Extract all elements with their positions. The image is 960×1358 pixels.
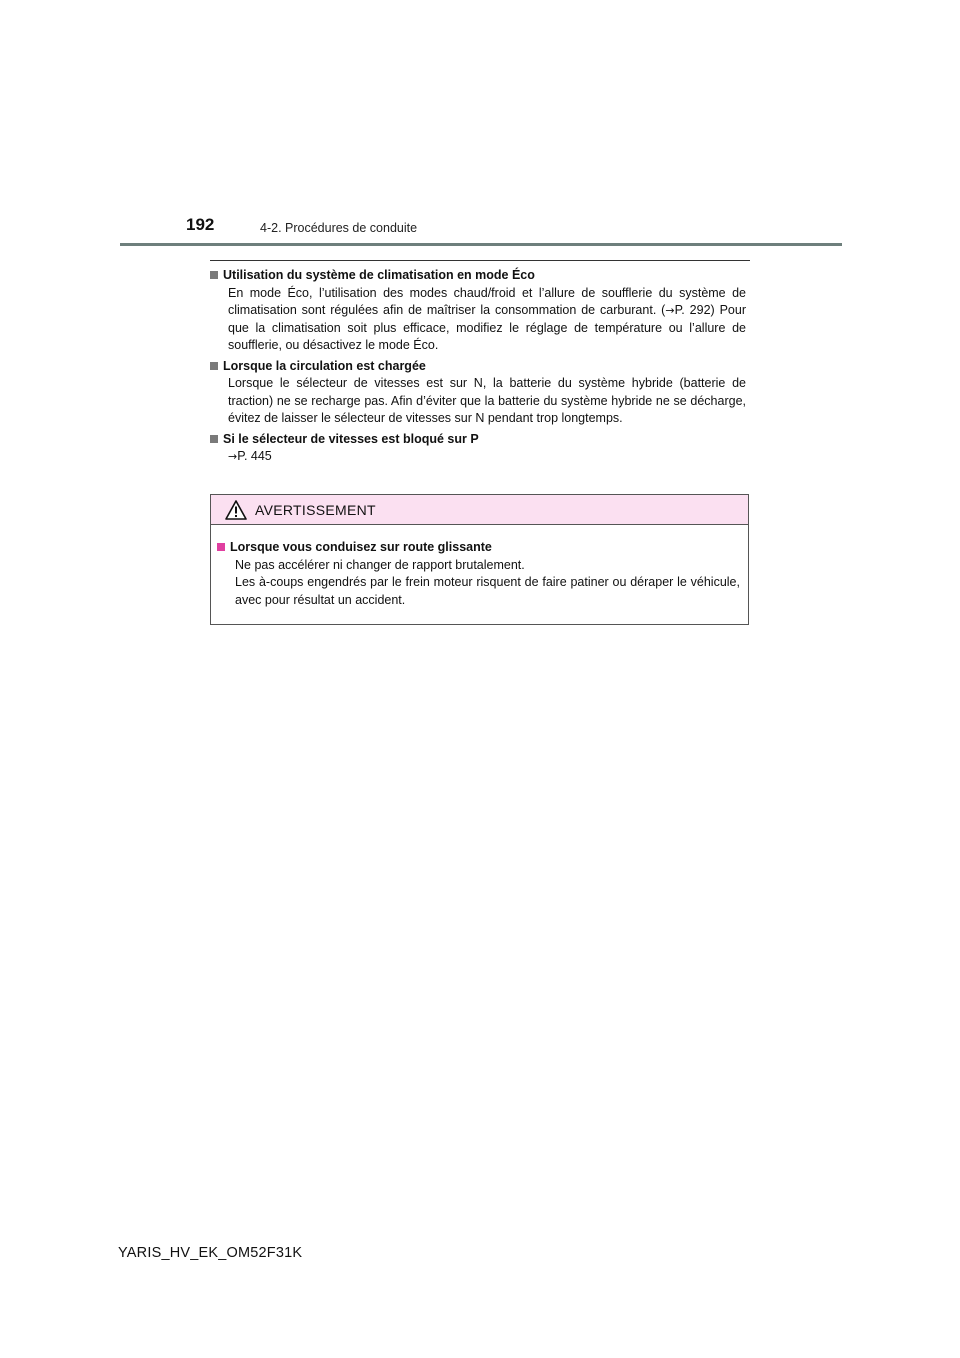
arrow-right-icon: → bbox=[665, 304, 675, 317]
info-item-shift-lock bbox=[210, 431, 746, 466]
square-bullet-icon bbox=[210, 271, 218, 279]
item-body-text: Lorsque le sélecteur de vitesses est sur N, la batterie du système hybride (batterie de traction) ne se recharge pas. Afin d’éviter que la batterie du système hybride ne se décharge, évitez de laisser le sélecteur de vitesses sur N pendant trop longtemps. bbox=[228, 376, 746, 425]
square-bullet-icon bbox=[210, 362, 218, 370]
square-bullet-icon bbox=[217, 543, 225, 551]
page-number: 192 bbox=[186, 215, 215, 234]
warning-box bbox=[210, 494, 749, 625]
item-heading bbox=[210, 358, 746, 376]
item-body bbox=[210, 448, 746, 466]
item-heading-text: Si le sélecteur de vitesses est bloqué sur P bbox=[223, 431, 479, 446]
section-title: 4-2. Procédures de conduite bbox=[260, 221, 418, 235]
warning-header bbox=[211, 495, 748, 525]
content-area bbox=[210, 267, 746, 469]
item-heading bbox=[210, 431, 746, 449]
item-heading-text: Utilisation du système de climatisation en mode Éco bbox=[223, 268, 535, 282]
page-reference-link[interactable]: P. 445 bbox=[237, 449, 272, 463]
item-body bbox=[210, 285, 746, 355]
warning-line: Ne pas accélérer ni changer de rapport brutalement. bbox=[235, 557, 525, 572]
page-reference-link[interactable]: P. 292 bbox=[674, 303, 711, 317]
item-body-text: ) Pour que la climatisation soit plus efficace, modifiez le réglage de température ou l’allure de soufflerie, ou désactivez le mode Éco. bbox=[228, 303, 746, 352]
content-rule bbox=[210, 260, 750, 261]
square-bullet-icon bbox=[210, 435, 218, 443]
warning-title: AVERTISSEMENT bbox=[255, 501, 376, 518]
document-code: YARIS_HV_EK_OM52F31K bbox=[118, 1245, 303, 1261]
warning-body bbox=[211, 525, 748, 609]
info-item-eco-mode bbox=[210, 267, 746, 355]
arrow-right-icon: → bbox=[228, 450, 238, 463]
info-item-traffic bbox=[210, 358, 746, 428]
header-rule bbox=[120, 243, 842, 246]
item-heading bbox=[210, 267, 746, 285]
warning-line: Les à-coups engendrés par le frein moteur risquent de faire patiner ou déraper le véhicule, avec pour résultat un accident. bbox=[235, 575, 740, 607]
item-heading-text: Lorsque la circulation est chargée bbox=[223, 358, 426, 373]
warning-triangle-icon bbox=[225, 500, 247, 520]
warning-item-heading bbox=[217, 539, 740, 557]
warning-heading-text: Lorsque vous conduisez sur route glissante bbox=[230, 540, 492, 554]
item-body-text: En mode Éco, l’utilisation des modes chaud/froid et l’allure de soufflerie du système de climatisation sont régulées afin de maîtriser la consommation de carburant. ( bbox=[228, 285, 746, 317]
